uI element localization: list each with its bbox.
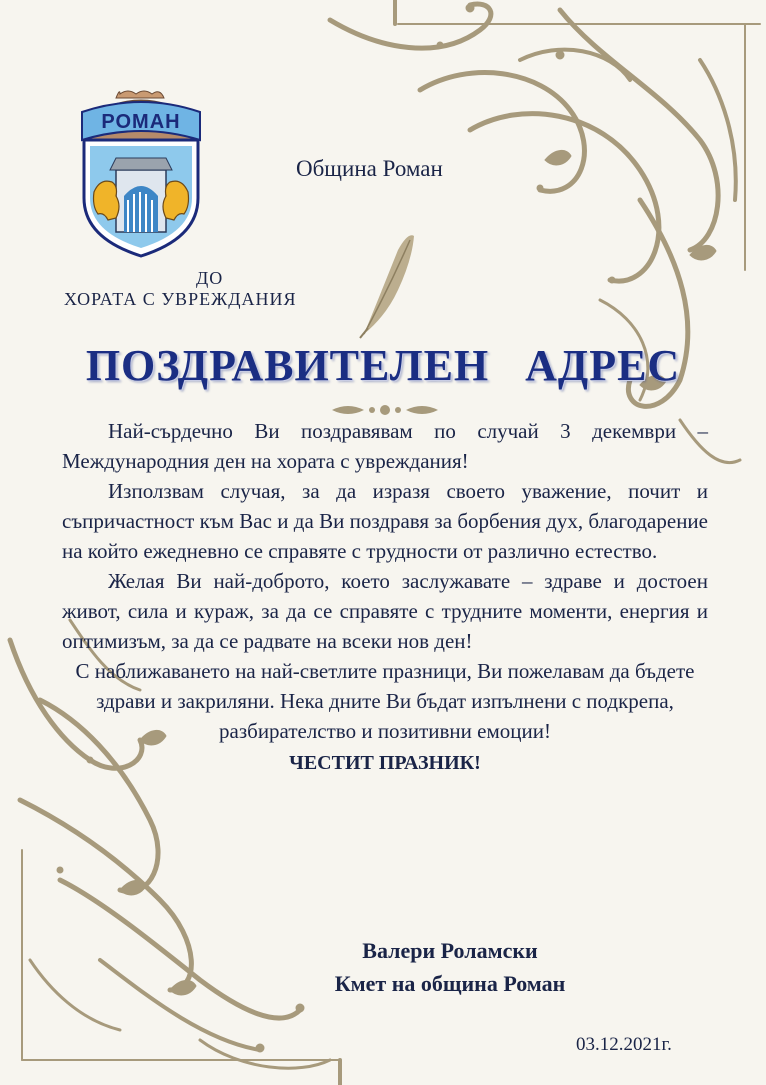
paragraph-2: Използвам случая, за да изразя своето уважение, почит и съпричастност към Вас и да Ви поздравя за борбения дух, благодарение на който ежедневно се справяте с трудности от различно естество. [62, 479, 708, 563]
addressee-recipients: ХОРАТА С УВРЕЖДАНИЯ [64, 289, 297, 309]
holiday-greeting: ЧЕСТИТ ПРАЗНИК! [289, 752, 481, 774]
addressee-prefix: ДО [196, 268, 224, 288]
signatory-name: Валери Роламски [362, 938, 538, 963]
document-date: 03.12.2021г. [576, 1034, 672, 1055]
letter-body [62, 416, 708, 778]
roman-crest-logo [80, 88, 202, 258]
paragraph-4: С наближаването на най-светлите празници, Ви пожелавам да бъдете здрави и закриляни. Нека дните Ви бъдат изпълнени с подкрепа, разбирателство и позитивни емоции! [75, 659, 695, 743]
signatory-position: Кмет на община Роман [334, 971, 566, 996]
document-title: ПОЗДРАВИТЕЛЕН АДРЕС [85, 341, 681, 390]
paragraph-3: Желая Ви най-доброто, което заслужавате – здраве и достоен живот, сила и кураж, за да се справяте с трудните моменти, енергия и оптимизъм, за да се радвате на всеки нов ден! [62, 569, 708, 653]
municipality-name: Община Роман [296, 156, 443, 181]
feather-quill-icon [358, 230, 418, 340]
paragraph-1: Най-сърдечно Ви поздравявам по случай 3 декември – Международния ден на хората с увреждания! [62, 419, 708, 473]
signature-block [300, 934, 600, 1000]
crest-lettering: РОМАН [101, 111, 181, 133]
